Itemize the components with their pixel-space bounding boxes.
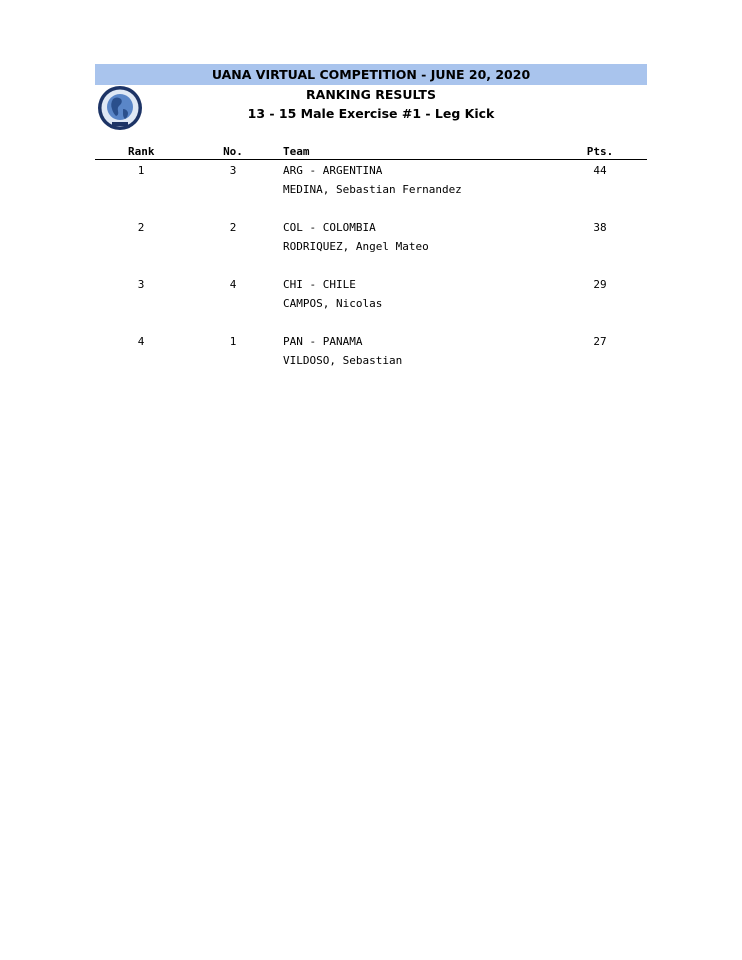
row-team: CHI - CHILE (283, 278, 356, 291)
row-pts: 27 (593, 335, 607, 348)
col-header-rank: Rank (128, 145, 155, 158)
row-rank: 2 (137, 221, 145, 234)
row-rank: 3 (137, 278, 145, 291)
event-title: 13 - 15 Male Exercise #1 - Leg Kick (247, 106, 495, 121)
col-header-pts: Pts. (586, 145, 614, 158)
row-team: ARG - ARGENTINA (283, 164, 383, 177)
row-no: 4 (229, 278, 237, 291)
row-pts: 38 (593, 221, 607, 234)
row-no: 3 (229, 164, 237, 177)
row-athlete: RODRIQUEZ, Angel Mateo (283, 240, 429, 253)
row-no: 1 (229, 335, 237, 348)
row-no: 2 (229, 221, 237, 234)
row-pts: 29 (593, 278, 607, 291)
header-rule (95, 159, 647, 160)
row-athlete: CAMPOS, Nicolas (283, 297, 383, 310)
row-rank: 1 (137, 164, 145, 177)
row-athlete: VILDOSO, Sebastian (283, 354, 403, 367)
col-header-no: No. (223, 145, 243, 158)
col-header-team: Team (283, 145, 310, 158)
row-rank: 4 (137, 335, 145, 348)
row-athlete: MEDINA, Sebastian Fernandez (283, 183, 462, 196)
row-team: COL - COLOMBIA (283, 221, 376, 234)
row-team: PAN - PANAMA (283, 335, 363, 348)
competition-banner: UANA VIRTUAL COMPETITION - JUNE 20, 2020 (95, 64, 647, 85)
report-subtitle: RANKING RESULTS (306, 87, 436, 102)
row-pts: 44 (593, 164, 607, 177)
